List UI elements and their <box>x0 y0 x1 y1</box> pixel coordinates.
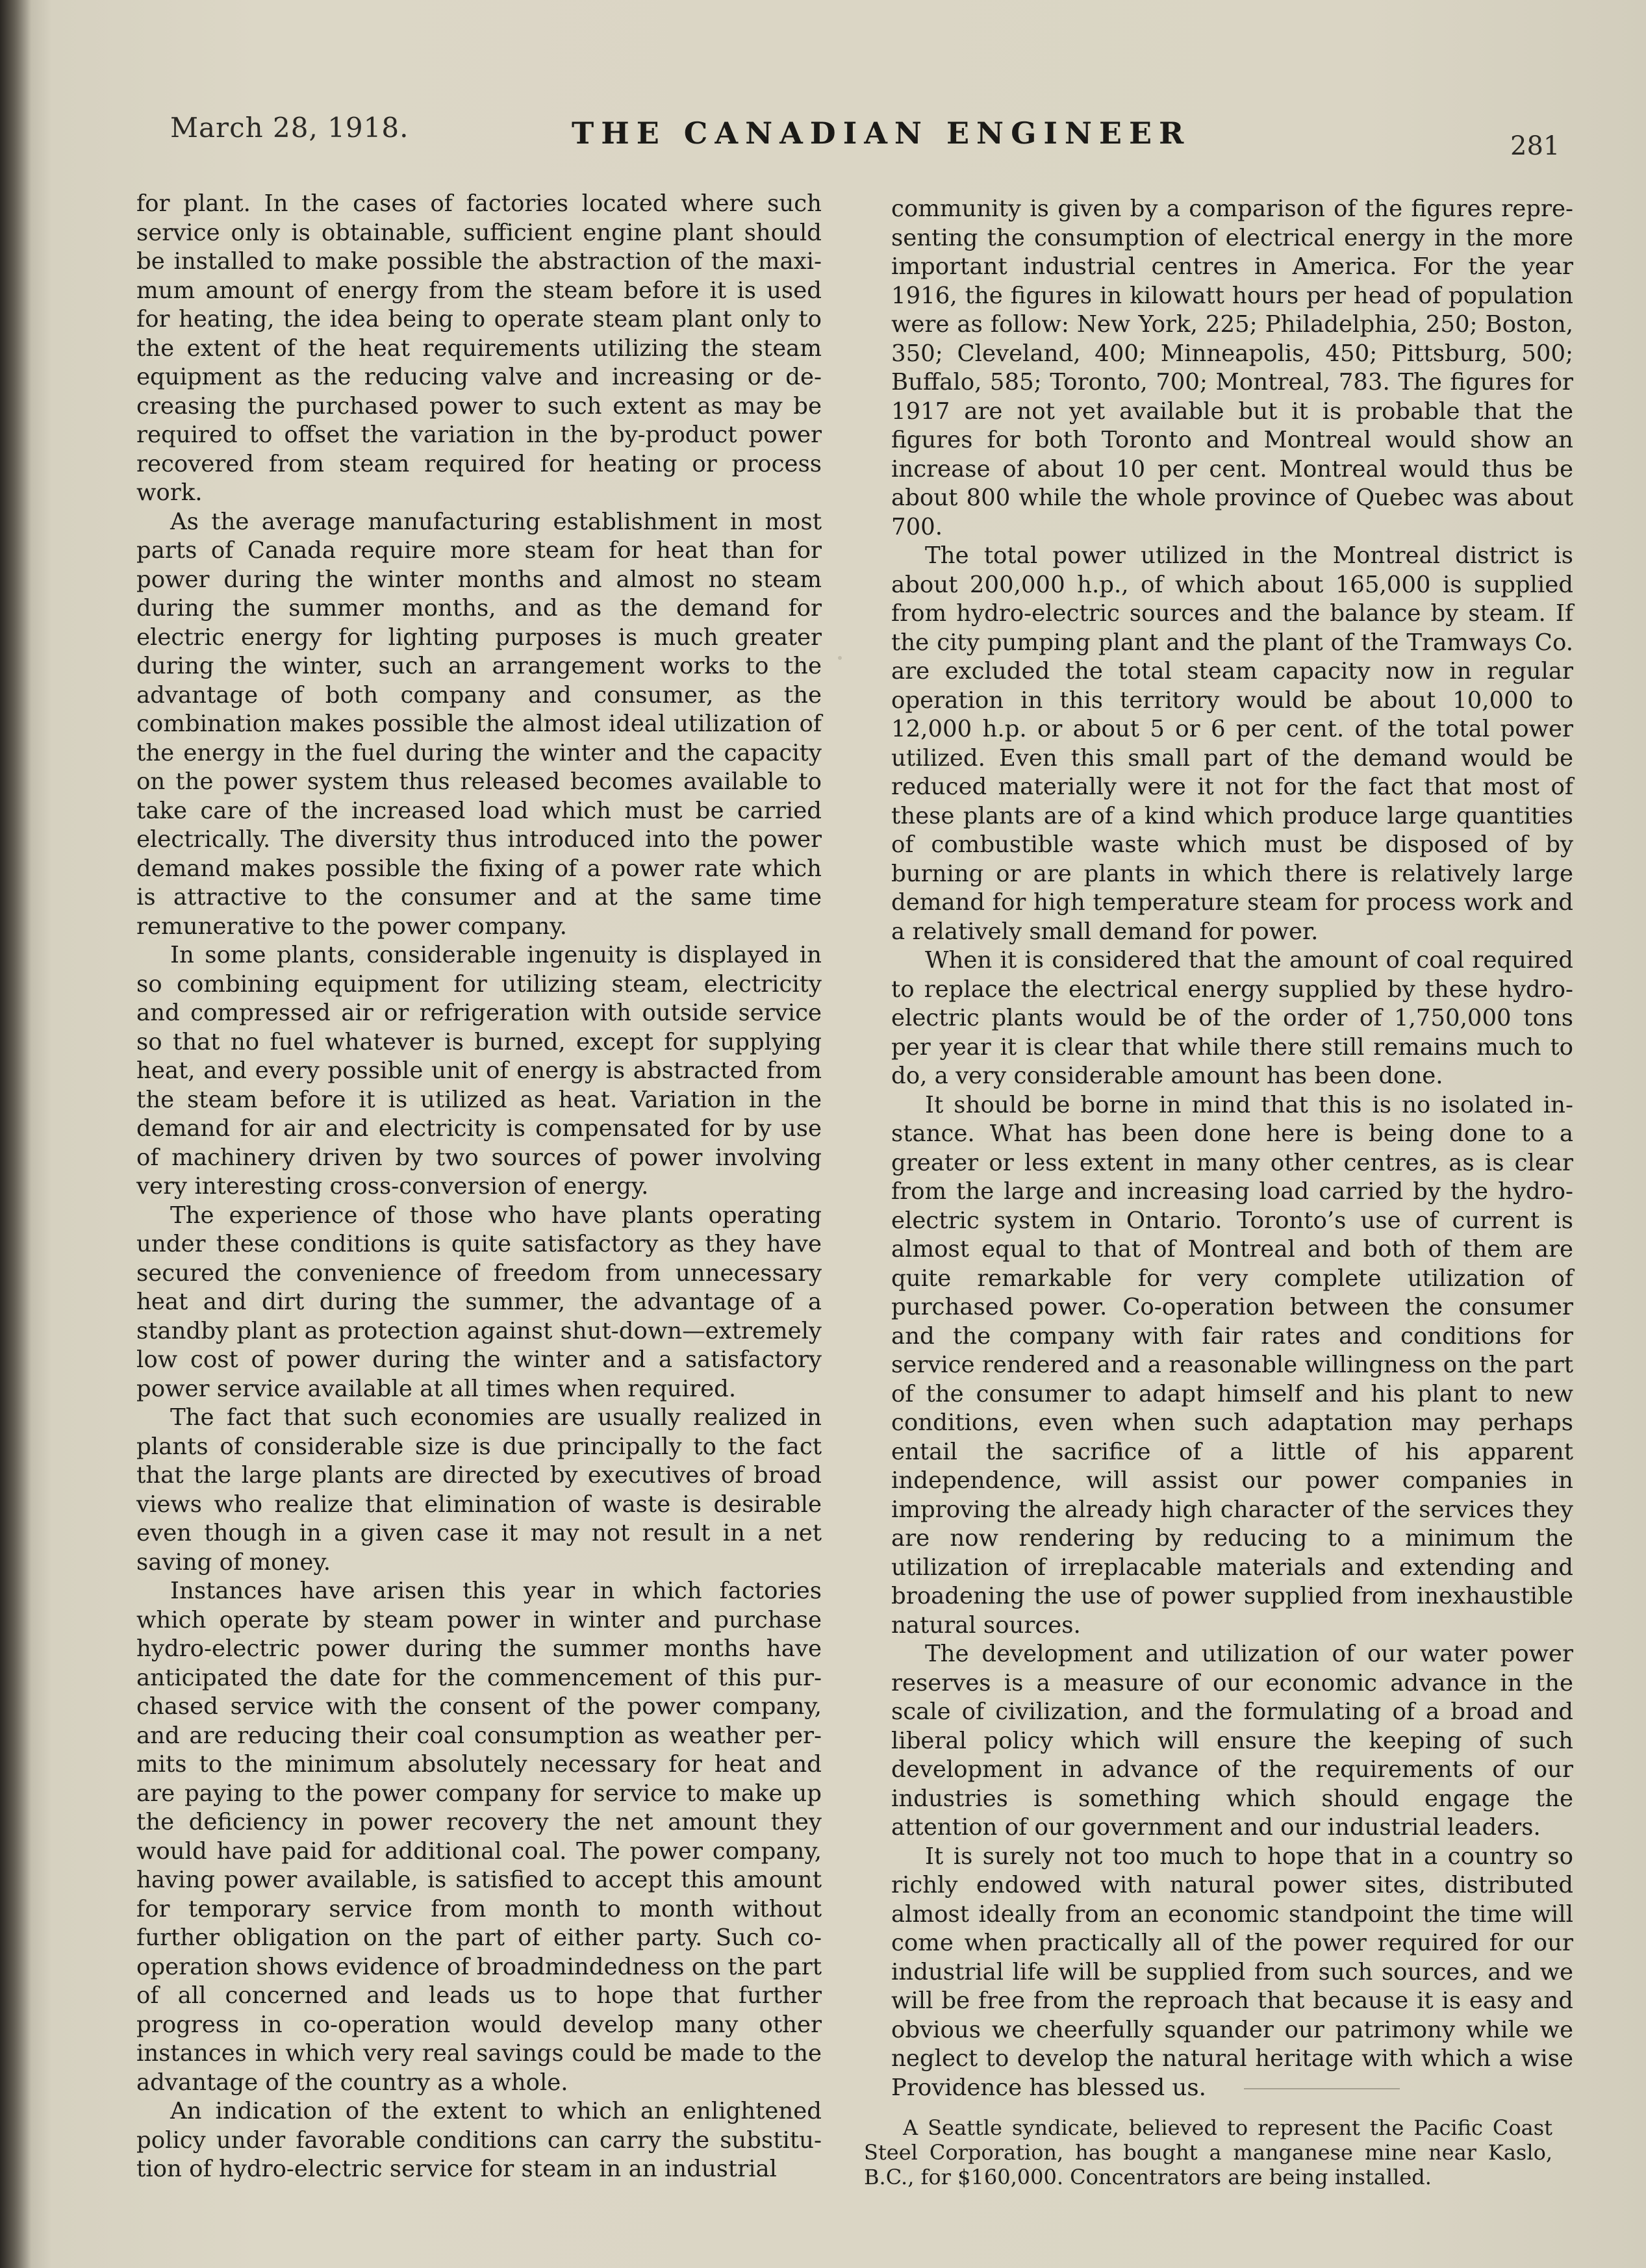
paragraph: It is surely not too much to hope that in a country so richly endowed with natural power sites, distributed almost ideally from an economic standpoint the time will come when practically all of the power required for our industrial life will be supplied from such sources, and we will be free from the reproach that because it is easy and obvious we cheerfully squander our patrimony while we neglect to develop the natural heritage with which a wise Providence has blessed us. <box>891 1843 1573 2101</box>
paragraph: community is given by a comparison of the figures representing the consumption of electrical energy in the more important industrial centres in America. For the year 1916, the figures in kilowatt hours per head of population were as follow: New York, 225; Philadelphia, 250; Boston, 350; Cleveland, 400; Minneapolis, 450; Pittsburg, 500; Buffalo, 585; Toronto, 700; Montreal, 783. The figures for 1917 are not yet available but it is probable that the figures for both Toronto and Montreal would show an increase of about 10 per cent. Montreal would thus be about 800 while the whole province of Quebec was about 700. <box>891 195 1573 540</box>
page-header <box>0 104 1646 162</box>
book-spine-shadow <box>0 0 31 2268</box>
paper-speck <box>838 656 842 660</box>
issue-date: March 28, 1918. <box>170 112 409 144</box>
paragraph: It should be borne in mind that this is no isolated instance. What has been done here is being done to a greater or less extent in many other centres, as is clear from the large and increasing load carried by the hydro-electric system in Ontario. Toronto’s use of current is almost equal to that of Montreal and both of them are quite remarkable for very complete utilization of purchased power. Co-operation between the consumer and the company with fair rates and conditions for service rendered and a reasonable willingness on the part of the consumer to adapt himself and his plant to new conditions, even when such adaptation may perhaps entail the sacrifice of a little of his apparent independence, will assist our power companies in improving the already high character of the services they are now rendering by reducing to a minimum the utilization of irreplacable materials and extending and broadening the use of power supplied from inexhaustible natural sources. <box>891 1091 1573 1639</box>
paragraph: When it is considered that the amount of coal required to replace the electrical energy supplied by these hydro-electric plants would be of the order of 1,750,000 tons per year it is clear that while there still remains much to do, a very considerable amount has been done. <box>891 947 1573 1089</box>
paragraph: As the average manufacturing establishment in most parts of Canada require more steam for heat than for power during the winter months and almost no steam during the summer months, and as the demand for electric energy for lighting purposes is much greater during the winter, such an arrangement works to the advantage of both company and consumer, as the combination makes possible the almost ideal utilization of the energy in the fuel during the winter and the capacity on the power system thus released becomes available to take care of the increased load which must be carried electrically. The diversity thus introduced into the power demand makes possible the fixing of a power rate which is attractive to the consumer and at the same time remunerative to the power company. <box>136 508 822 940</box>
paper-speck <box>1345 1845 1350 1850</box>
paragraph: An indication of the extent to which an enlightened policy under favorable conditions can carry the substitution of hydro-electric service for steam in an industrial <box>136 2098 822 2182</box>
paragraph: The total power utilized in the Montreal district is about 200,000 h.p., of which about 165,000 is supplied from hydro-electric sources and the balance by steam. If the city pumping plant and the plant of the Tramways Co. are excluded the total steam capacity now in regular operation in this territory would be about 10,000 to 12,000 h.p. or about 5 or 6 per cent. of the total power utilized. Even this small part of the demand would be reduced materially were it not for the fact that most of these plants are of a kind which produce large quantities of combustible waste which must be disposed of by burning or are plants in which there is relatively large demand for high temperature steam for process work and a relatively small demand for power. <box>891 542 1573 945</box>
paragraph: The development and utilization of our water power reserves is a measure of our economic advance in the scale of civilization, and the formulating of a broad and liberal policy which will ensure the keeping of such development in advance of the requirements of our industries is something which should engage the attention of our government and our industrial leaders. <box>891 1641 1573 1841</box>
left-column <box>136 190 822 2182</box>
paragraph: In some plants, considerable ingenuity is displayed in so combining equipment for utilizing steam, electricity and compressed air or refrigeration with outside service so that no fuel whatever is burned, except for supplying heat, and every possible unit of energy is abstracted from the steam before it is utilized as heat. Variation in the demand for air and electricity is compensated for by use of machinery driven by two sources of power involving very interesting cross-conversion of energy. <box>136 942 822 1200</box>
journal-title: THE CANADIAN ENGINEER <box>572 116 1191 151</box>
news-footnote: A Seattle syndicate, believed to represent the Pacific Coast Steel Corporation, has bought a manganese mine near Kaslo, B.C., for $160,000. Concentrators are being installed. <box>864 2115 1552 2189</box>
paragraph: The fact that such economies are usually realized in plants of considerable size is due principally to the fact that the large plants are directed by executives of broad views who realize that elimination of waste is desirable even though in a given case it may not result in a net saving of money. <box>136 1404 822 1576</box>
paragraph: Instances have arisen this year in which factories which operate by steam power in winter and purchase hydro-electric power during the summer months have anticipated the date for the commencement of this purchased service with the consent of the power company, and are reducing their coal consumption as weather permits to the minimum absolutely necessary for heat and are paying to the power company for service to make up the deficiency in power recovery the net amount they would have paid for additional coal. The power company, having power available, is satisfied to accept this amount for temporary service from month to month without further obligation on the part of either party. Such cooperation shows evidence of broadmindedness on the part of all concerned and leads us to hope that further progress in co-operation would develop many other instances in which very real savings could be made to the advantage of the country as a whole. <box>136 1578 822 2096</box>
paragraph: for plant. In the cases of factories located where such service only is obtainable, sufficient engine plant should be installed to make possible the abstraction of the maximum amount of energy from the steam before it is used for heating, the idea being to operate steam plant only to the extent of the heat requirements utilizing the steam equipment as the reducing valve and increasing or decreasing the purchased power to such extent as may be required to offset the variation in the by-product power recovered from steam required for heating or process work. <box>136 190 822 506</box>
section-divider <box>1244 2088 1400 2089</box>
paragraph: The experience of those who have plants operating under these conditions is quite satisfactory as they have secured the convenience of freedom from unnecessary heat and dirt during the summer, the advantage of a standby plant as protection against shut-down—extremely low cost of power during the winter and a satisfactory power service available at all times when required. <box>136 1202 822 1402</box>
right-column <box>891 195 1573 2111</box>
page-number: 281 <box>1510 131 1560 161</box>
